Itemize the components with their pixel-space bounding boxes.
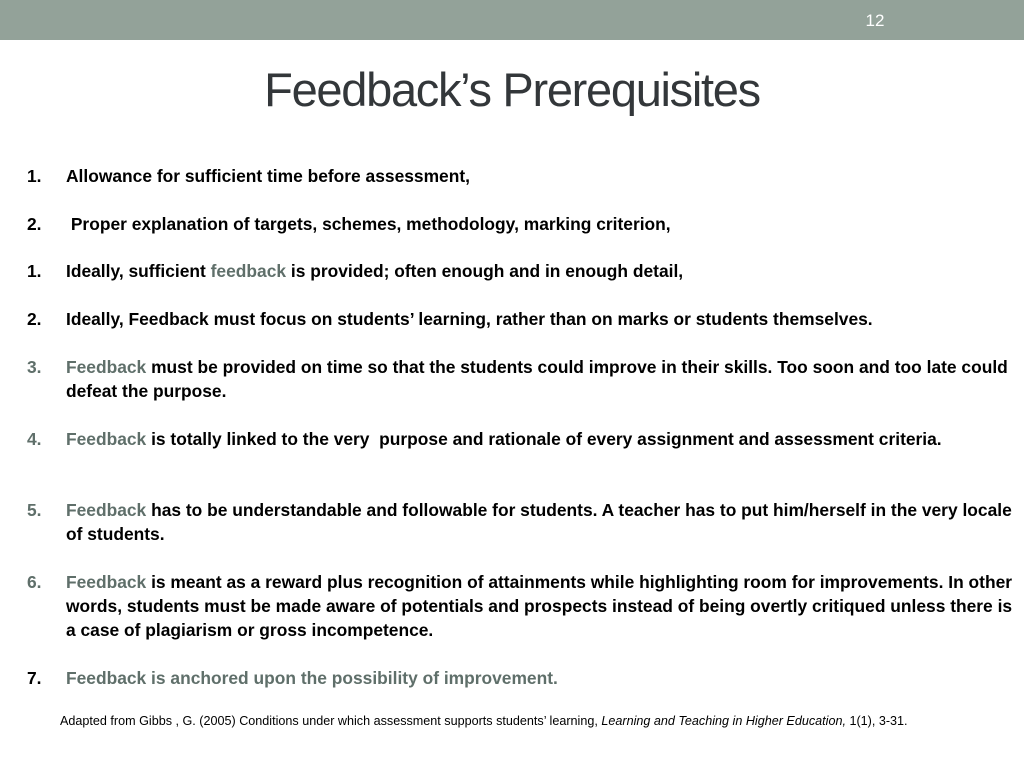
citation-pages: 1(1), 3-31. xyxy=(845,714,908,728)
item-text-before: Ideally, sufficient xyxy=(66,261,211,281)
item-number: 3. xyxy=(27,357,42,377)
feedback-keyword: feedback xyxy=(210,261,287,281)
list-item xyxy=(27,666,1017,690)
item-number: 7. xyxy=(27,668,42,688)
item-text xyxy=(66,498,1017,546)
item-number: 1. xyxy=(27,166,42,186)
list-item xyxy=(27,164,1017,188)
item-text xyxy=(66,427,1017,451)
feedback-keyword: Feedback xyxy=(66,357,147,377)
item-text-after: has to be understandable and followable for students. A teacher has to put him/herself in the very locale of students. xyxy=(66,500,1012,544)
list-item xyxy=(27,427,1017,451)
citation-text: Adapted from Gibbs , G. (2005) Conditions under which assessment supports students’ learning, xyxy=(60,714,602,728)
item-number: 2. xyxy=(27,214,42,234)
item-text: Ideally, Feedback must focus on students’ learning, rather than on marks or students themselves. xyxy=(66,309,873,329)
item-number: 5. xyxy=(27,500,42,520)
header-bar xyxy=(0,0,1024,40)
slide-title: Feedback’s Prerequisites xyxy=(264,63,760,116)
item-text-after: is provided; often enough and in enough detail, xyxy=(286,261,684,281)
item-number: 4. xyxy=(27,429,42,449)
item-text-after: is totally linked to the very purpose and rationale of every assignment and assessment criteria. xyxy=(146,429,942,449)
item-number: 2. xyxy=(27,309,42,329)
item-text: Feedback is anchored upon the possibility of improvement. xyxy=(66,668,558,688)
list-item xyxy=(27,498,1017,546)
list-item xyxy=(27,212,1017,236)
feedback-keyword: Feedback xyxy=(66,429,147,449)
item-text xyxy=(66,570,1017,642)
feedback-keyword: Feedback xyxy=(66,500,147,520)
citation-journal: Learning and Teaching in Higher Education, xyxy=(601,714,846,728)
list-item xyxy=(27,570,1017,642)
item-text xyxy=(66,355,1017,403)
item-text-after: must be provided on time so that the students could improve in their skills. Too soon and too late could defeat the purpose. xyxy=(66,357,1008,401)
item-number: 6. xyxy=(27,572,42,592)
list-item xyxy=(27,355,1017,403)
list-item xyxy=(27,259,1017,283)
item-text-after: is meant as a reward plus recognition of attainments while highlighting room for improvements. In other words, students must be made aware of potentials and prospects instead of being overtly critiqued unless there is a case of plagiarism or gross incompetence. xyxy=(66,572,1013,640)
item-text: Proper explanation of targets, schemes, methodology, marking criterion, xyxy=(66,214,671,234)
item-text: Allowance for sufficient time before assessment, xyxy=(66,166,470,186)
feedback-keyword: Feedback xyxy=(66,572,147,592)
item-text xyxy=(66,259,1017,283)
citation xyxy=(60,714,1020,728)
slide-number: 12 xyxy=(865,11,885,30)
list-item xyxy=(27,307,1017,331)
item-number: 1. xyxy=(27,261,42,281)
